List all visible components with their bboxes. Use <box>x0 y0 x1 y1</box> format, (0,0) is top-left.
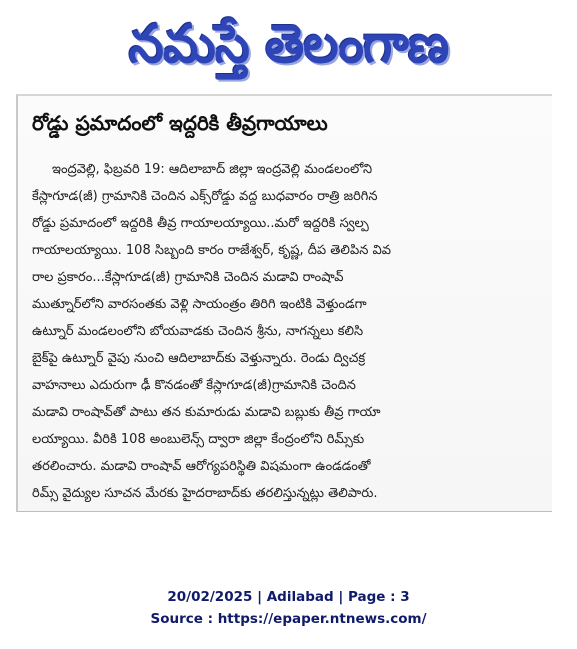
footer-source: Source : https://epaper.ntnews.com/ <box>150 611 427 627</box>
article-line: గాయాలయ్యాయి. 108 సిబ్బంది కారం రాజేశ్వర్, కృష్ణ, దీప తెలిపిన వివ <box>32 243 391 258</box>
article-line: కేస్లాగూడ(జీ) గ్రామానికి చెందిన ఎక్స్‌రోడ్డు వద్ద బుధవారం రాత్రి జరిగిన <box>32 189 378 204</box>
article-line: వాహనాలు ఎదురుగా ఢీ కొనడంతో కేస్లాగూడ(జీ)గ్రామానికి చెందిన <box>32 378 356 393</box>
article-line: రోడ్డు ప్రమాదంలో ఇద్దరికి తీవ్ర గాయాలయ్యాయి..మరో ఇద్దరికి స్వల్ప <box>32 216 369 231</box>
article-line: తరలించారు. మడావి రాంషావ్ ఆరోగ్యపరిస్థితి విషమంగా ఉండడంతో <box>32 459 371 474</box>
article-clipping <box>16 94 552 512</box>
article-line: లయ్యాయి. వీరికి 108 అంబులెన్స్ ద్వారా జిల్లా కేంద్రంలోని రిమ్స్‌కు <box>32 432 365 447</box>
article-line: మడావి రాంషావ్‌తో పాటు తన కుమారుడు మడావి బబ్లుకు తీవ్ర గాయా <box>32 405 381 420</box>
article-line: ఇంద్రవెల్లి, ఫిబ్రవరి 19: ఆదిలాబాద్ జిల్లా ఇంద్రవెల్లి మండలంలోని <box>52 162 373 177</box>
footer-dateline: 20/02/2025 | Adilabad | Page : 3 <box>167 589 410 605</box>
footer <box>0 586 577 630</box>
masthead <box>0 0 577 88</box>
article-line: రిమ్స్ వైద్యుల సూచన మేరకు హైదరాబాద్‌కు తరలిస్తున్నట్లు తెలిపారు. <box>32 486 378 501</box>
newspaper-logo: నమస్తే తెలంగాణ <box>128 13 449 75</box>
article-body <box>32 156 542 507</box>
article-headline: రోడ్డు ప్రమాదంలో ఇద్దరికి తీవ్రగాయాలు <box>32 111 328 135</box>
article-line: బైక్‌పై ఉట్నూర్ వైపు నుంచి ఆదిలాబాద్‌కు వెళ్తున్నారు. రెండు ద్విచక్ర <box>32 351 366 366</box>
article-line: రాల ప్రకారం...కేస్లాగూడ(జీ) గ్రామానికి చెందిన మడావి రాంషావ్ <box>32 270 344 285</box>
article-line: ఉట్నూర్ మండలంలోని బోయవాడకు చెందిన శ్రీను, నాగన్నలు కలిసి <box>32 324 364 339</box>
article-line: ముత్నూర్‌లోని వారసంతకు వెళ్లి సాయంత్రం తిరిగి ఇంటికి వెళ్తుండగా <box>32 297 367 312</box>
